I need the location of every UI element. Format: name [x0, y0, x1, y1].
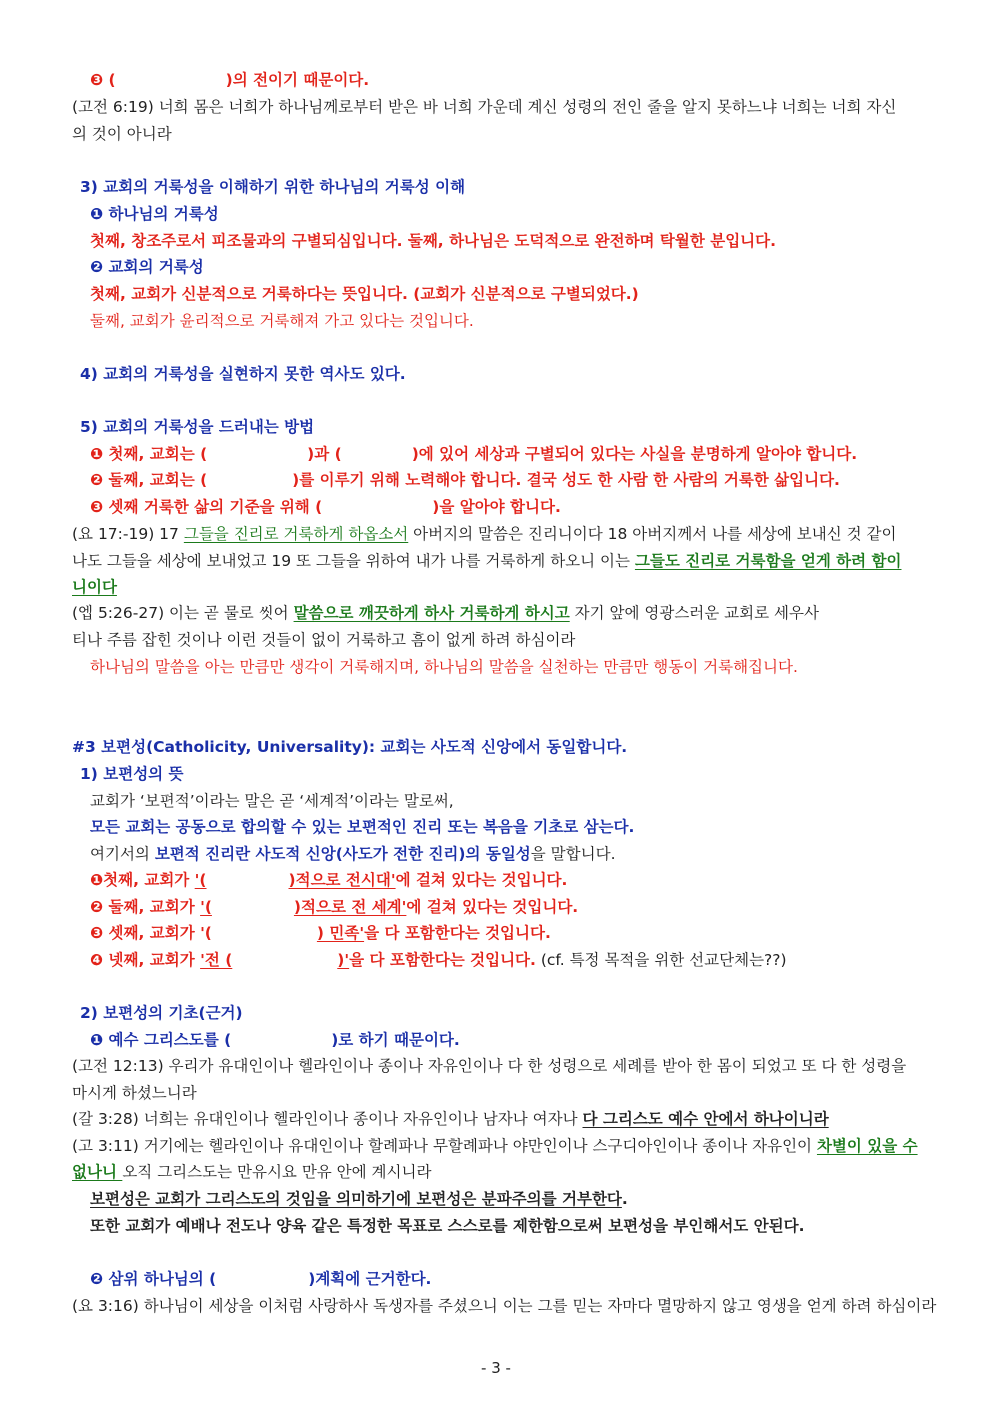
method-3	[90, 497, 561, 517]
point-4	[90, 950, 787, 970]
text: ❷ 둘째, 교회가	[90, 898, 201, 916]
text: 을 다 포함한다는 것입니다.	[364, 924, 551, 942]
underlined-phrase: 그들도 진리로 거룩함을 얻게 하려 함이	[634, 552, 902, 570]
underlined-phrase	[200, 951, 349, 969]
heading-god-holiness: ❶ 하나님의 거룩성	[90, 205, 219, 223]
text: )계획에 근거한다.	[308, 1270, 432, 1288]
summary-2: 또한 교회가 예배나 전도나 양육 같은 특정한 목표로 스스로를 제한함으로써 보편성을 부인해서도 안된다.	[90, 1217, 805, 1235]
text: ❶ 예수 그리스도를 (	[90, 1031, 232, 1049]
underlined-phrase: ) 민족'	[316, 924, 365, 942]
text: 자기 앞에 영광스러운 교회로 세우사	[569, 604, 819, 622]
emphasis: 보편적 진리란 사도적 신앙(사도가 전한 진리)의 동일성	[154, 845, 531, 863]
verse-col-3-11-line1	[72, 1136, 918, 1156]
text: 을 다 포함한다는 것입니다.	[349, 951, 536, 969]
underlined-phrase: 없나니	[72, 1163, 123, 1181]
underlined-phrase: 그들을 진리로 거룩하게 하옵소서	[183, 525, 409, 543]
verse-1cor-12-13-line1: (고전 12:13) 우리가 유대인이나 헬라인이나 종이나 자유인이나 다 한 성령으로 세례를 받아 한 몸이 되었고 또 다 한 성령을	[72, 1057, 907, 1075]
text: (엡 5:26-27) 이는 곧 물로 씻어	[72, 604, 294, 622]
text: 오직 그리스도는 만유시요 만유 안에 계시니라	[122, 1163, 432, 1181]
god-holiness-points: 첫째, 창조주로서 피조물과의 구별되심입니다. 둘째, 하나님은 도덕적으로 완전하며 탁월한 분입니다.	[90, 232, 777, 250]
point-3	[90, 923, 551, 943]
verse-gal-3-28	[72, 1109, 829, 1129]
method-2	[90, 470, 840, 490]
underlined-phrase	[200, 898, 406, 916]
section-5-title: 5) 교회의 거룩성을 드러내는 방법	[80, 418, 315, 436]
text: 여기서의	[90, 845, 155, 863]
text: (cf. 특정 목적을 위한 선교단체는??)	[535, 951, 787, 969]
verse-col-3-11-line2	[72, 1162, 431, 1182]
verse-john-3-16: (요 3:16) 하나님이 세상을 이처럼 사랑하사 독생자를 주셨으니 이는 그를 믿는 자마다 멸망하지 않고 영생을 얻게 하려 하심이라	[72, 1297, 937, 1315]
meaning-line-1: 교회가 ‘보편적’이라는 말은 곧 ‘세계적’이라는 말로써,	[90, 792, 454, 810]
verse-eph-5-line2: 티나 주름 잡힌 것이나 이런 것들이 없이 거룩하고 흠이 없게 하려 하심이라	[72, 631, 576, 649]
underlined-phrase: 다 그리스도 예수 안에서 하나이니라	[582, 1110, 829, 1128]
holiness-note: 하나님의 말씀을 아는 만큼만 생각이 거룩해지며, 하나님의 말씀을 실천하는 만큼만 행동이 거룩해집니다.	[90, 658, 798, 676]
text: ❸ (	[90, 71, 116, 89]
verse-john-17-line2	[72, 551, 901, 571]
text: .	[621, 1190, 628, 1208]
section-3-title: 3) 교회의 거룩성을 이해하기 위한 하나님의 거룩성 이해	[80, 178, 466, 196]
page-number: - 3 -	[481, 1359, 511, 1377]
text: 에 걸쳐 있다는 것입니다.	[395, 871, 568, 889]
text: )로 하기 때문이다.	[331, 1031, 460, 1049]
verse-1cor-6-19-line1: (고전 6:19) 너희 몸은 너희가 하나님께로부터 받은 바 너희 가운데 계신 성령의 전인 줄을 알지 못하느냐 너희는 너희 자신	[72, 98, 897, 116]
text: ❷ 둘째, 교회는 (	[90, 471, 208, 489]
church-holiness-second: 둘째, 교회가 윤리적으로 거룩해져 가고 있다는 것입니다.	[90, 312, 474, 330]
text: (고 3:11) 거기에는 헬라인이나 유대인이나 할례파나 무할례파나 야만인이나 스구디아인이나 종이나 자유인이	[72, 1137, 817, 1155]
text: )적으로 전 세계'	[293, 898, 407, 916]
text: (요 17:-19) 17	[72, 525, 184, 543]
text: ❸ 셋째 거룩한 삶의 기준을 위해 (	[90, 498, 323, 516]
verse-john-17-line1	[72, 524, 897, 544]
meaning-line-3	[90, 844, 616, 864]
text: )적으로 전시대'	[288, 871, 396, 889]
point-1	[90, 870, 567, 890]
verse-1cor-12-13-line2: 마시게 하셨느니라	[72, 1084, 197, 1102]
text: 나도 그들을 세상에 보내었고 19 또 그들을 위하여 내가 나를 거룩하게 하오니 이는	[72, 552, 635, 570]
text: )에 있어 세상과 구별되어 있다는 사실을 분명하게 알아야 합니다.	[411, 445, 858, 463]
blank-sentence-temple	[90, 70, 369, 90]
section-4-title: 4) 교회의 거룩성을 실현하지 못한 역사도 있다.	[80, 365, 406, 383]
method-1	[90, 444, 857, 464]
text: '전 (	[200, 951, 233, 969]
text: 을 말합니다.	[530, 845, 616, 863]
text: ❹ 넷째, 교회가	[90, 951, 201, 969]
underlined-phrase: 보편성은 교회가 그리스도의 것임을 의미하기에 보편성은 분파주의를 거부한다	[90, 1190, 622, 1208]
text: )를 이루기 위해 노력해야 합니다. 결국 성도 한 사람 한 사람의 거룩한 삶입니다.	[292, 471, 840, 489]
text: ❷ 삼위 하나님의 (	[90, 1270, 217, 1288]
text: ❸ 셋째, 교회가 '(	[90, 924, 212, 942]
subsection-1-title: 1) 보편성의 뜻	[80, 765, 184, 783]
text: )'	[337, 951, 350, 969]
text: ❶ 첫째, 교회는 (	[90, 445, 208, 463]
underlined-phrase: 차별이 있을 수	[816, 1137, 918, 1155]
heading-church-holiness: ❷ 교회의 거룩성	[90, 258, 204, 276]
meaning-line-2: 모든 교회는 공동으로 합의할 수 있는 보편적인 진리 또는 복음을 기초로 삼는다.	[90, 818, 635, 836]
text: ❶첫째, 교회가	[90, 871, 195, 889]
underlined-phrase: 말씀으로 깨끗하게 하사 거룩하게 하시고	[293, 604, 570, 622]
underlined-phrase	[195, 871, 396, 889]
chapter-3-title: #3 보편성(Catholicity, Universality): 교회는 사도적 신앙에서 동일합니다.	[72, 738, 628, 756]
church-holiness-first: 첫째, 교회가 신분적으로 거룩하다는 뜻입니다. (교회가 신분적으로 구별되었다.)	[90, 285, 639, 303]
verse-1cor-6-19-line2: 의 것이 아니라	[72, 125, 172, 143]
text: 에 걸쳐 있다는 것입니다.	[406, 898, 579, 916]
point-2	[90, 897, 578, 917]
subsection-2-title: 2) 보편성의 기초(근거)	[80, 1004, 243, 1022]
basis-2	[90, 1269, 431, 1289]
text: )을 알아야 합니다.	[432, 498, 561, 516]
text: '(	[194, 871, 207, 889]
summary-1	[90, 1189, 628, 1209]
text: (갈 3:28) 너희는 유대인이나 헬라인이나 종이나 자유인이나 남자나 여자나	[72, 1110, 583, 1128]
basis-1	[90, 1030, 460, 1050]
text: )과 (	[307, 445, 342, 463]
text: )의 전이기 때문이다.	[225, 71, 370, 89]
verse-john-17-line3: 니이다	[72, 578, 117, 596]
text: '(	[200, 898, 212, 916]
text: 아버지의 말씀은 진리니이다 18 아버지께서 나를 세상에 보내신 것 같이	[408, 525, 897, 543]
verse-eph-5-line1	[72, 603, 819, 623]
